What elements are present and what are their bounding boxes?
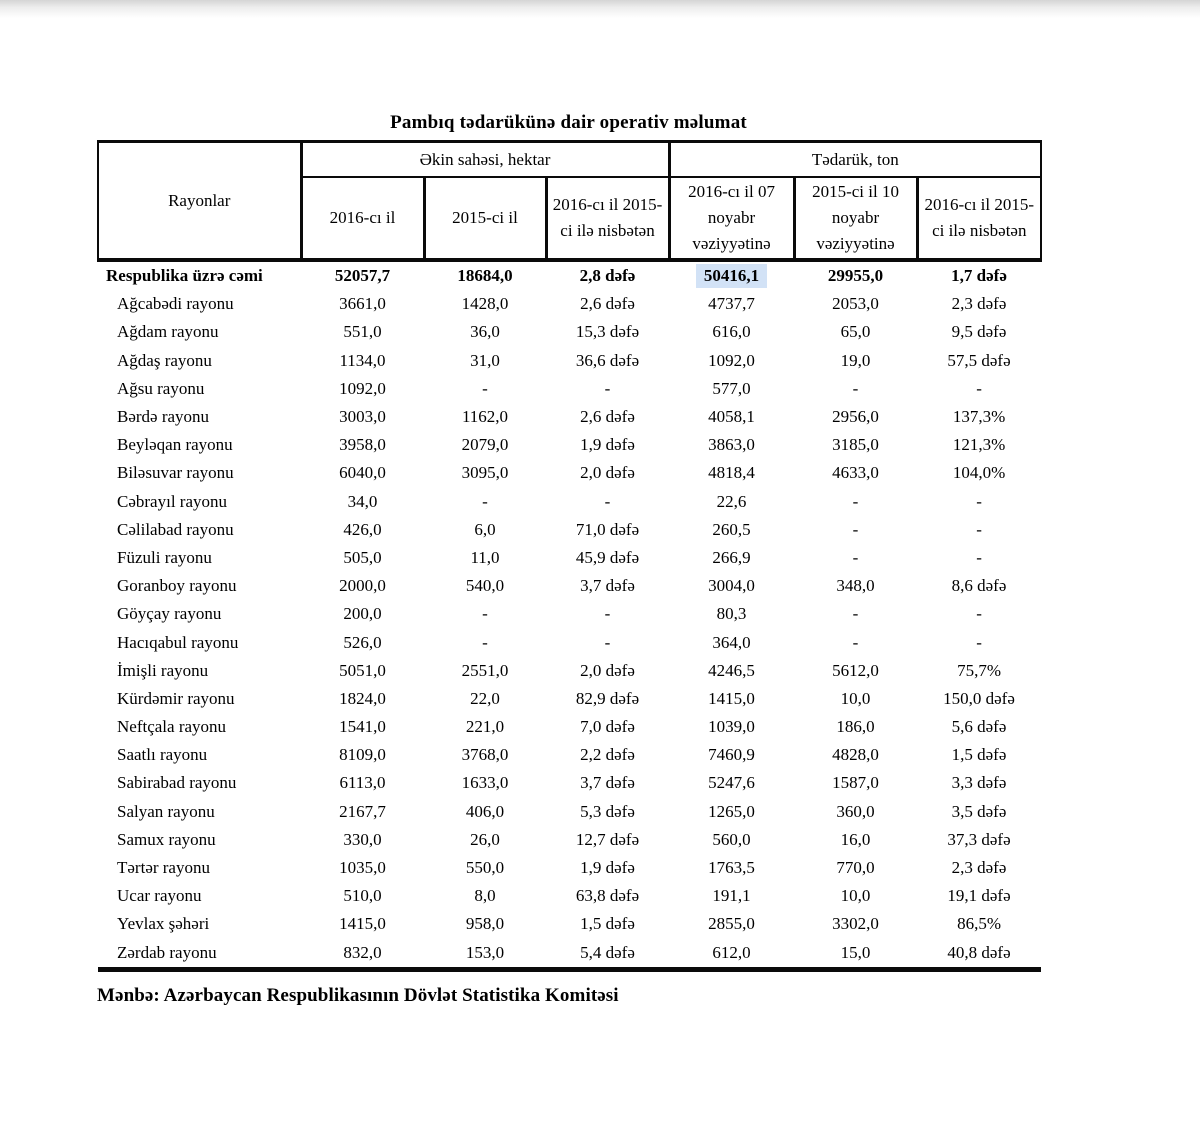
region-name: Goranboy rayonu xyxy=(117,576,237,596)
value-cell: 1,9 dəfə xyxy=(580,858,635,878)
value-cell: 5,6 dəfə xyxy=(951,717,1007,737)
column-header-procurement-ratio: 2016-cı il 2015-ci ilə nisbətən xyxy=(917,177,1041,260)
value-cell: 6040,0 xyxy=(339,463,386,483)
value-cell: 2,0 dəfə xyxy=(580,463,635,483)
value-cell: 958,0 xyxy=(465,914,505,934)
value-cell: 360,0 xyxy=(836,801,875,821)
value-cell: 5,4 dəfə xyxy=(580,942,635,962)
table-row xyxy=(98,431,1041,459)
value-cell: 1428,0 xyxy=(461,294,509,314)
value-cell: 4818,4 xyxy=(708,463,755,483)
value-cell: 65,0 xyxy=(840,322,871,342)
value-cell: 4633,0 xyxy=(832,463,879,483)
value-cell: 2,0 dəfə xyxy=(580,660,635,680)
value-cell: 3958,0 xyxy=(339,435,386,455)
value-cell: 2,3 dəfə xyxy=(951,294,1007,314)
value-cell: 12,7 dəfə xyxy=(575,829,640,849)
region-name: Ucar rayonu xyxy=(117,886,202,906)
value-cell: - xyxy=(976,604,982,624)
value-cell: 1763,5 xyxy=(708,858,755,878)
group-header-ekin-sahesi: Əkin sahəsi, hektar xyxy=(301,142,669,178)
table-row xyxy=(98,347,1041,375)
region-name: Samux rayonu xyxy=(117,829,216,849)
value-cell: - xyxy=(482,491,488,511)
region-name: Ağdam rayonu xyxy=(117,322,219,342)
value-cell: 186,0 xyxy=(836,717,875,737)
column-header-rayonlar: Rayonlar xyxy=(98,142,301,261)
value-cell: 3004,0 xyxy=(708,576,755,596)
value-cell: - xyxy=(852,632,859,652)
value-cell: 10,0 xyxy=(840,688,871,708)
value-cell: 1587,0 xyxy=(832,773,879,793)
table-row xyxy=(98,657,1041,685)
value-cell: 3,3 dəfə xyxy=(951,773,1007,793)
value-cell: 1092,0 xyxy=(339,378,386,398)
value-cell: 63,8 dəfə xyxy=(575,886,640,906)
value-cell: 5,3 dəfə xyxy=(580,801,635,821)
value-cell: 1,7 dəfə xyxy=(951,266,1007,286)
table-row xyxy=(98,403,1041,431)
region-name: Hacıqabul rayonu xyxy=(117,632,239,652)
value-cell: 1,5 dəfə xyxy=(951,745,1007,765)
value-cell: - xyxy=(976,378,982,398)
table-row xyxy=(98,516,1041,544)
value-cell: 832,0 xyxy=(343,942,382,962)
value-cell: 16,0 xyxy=(840,829,871,849)
table-row xyxy=(98,685,1041,713)
value-cell: 8,6 dəfə xyxy=(951,576,1007,596)
region-name: Saatlı rayonu xyxy=(117,745,208,765)
value-cell: 1134,0 xyxy=(339,350,386,370)
table-row xyxy=(98,713,1041,741)
value-cell: 526,0 xyxy=(343,632,382,652)
value-cell: - xyxy=(482,378,488,398)
table-row xyxy=(98,572,1041,600)
value-cell: 1039,0 xyxy=(708,717,755,737)
value-cell: 3003,0 xyxy=(339,407,386,427)
value-cell xyxy=(669,260,794,290)
value-cell: - xyxy=(852,378,859,398)
value-cell: 3768,0 xyxy=(461,745,509,765)
table-header xyxy=(98,142,1041,261)
value-cell: 3302,0 xyxy=(832,914,879,934)
group-header-tedaruk: Tədarük, ton xyxy=(669,142,1041,178)
value-cell: 57,5 dəfə xyxy=(947,350,1011,370)
value-cell: 3863,0 xyxy=(708,435,755,455)
value-cell: 153,0 xyxy=(465,942,505,962)
value-cell: 19,1 dəfə xyxy=(947,886,1011,906)
table-row xyxy=(98,488,1041,516)
value-cell: 3,5 dəfə xyxy=(951,801,1007,821)
value-cell: 5247,6 xyxy=(708,773,755,793)
value-cell: 1824,0 xyxy=(339,688,386,708)
value-cell: 121,3% xyxy=(952,435,1006,455)
value-cell: 104,0% xyxy=(952,463,1006,483)
value-cell: - xyxy=(976,632,982,652)
table-row xyxy=(98,854,1041,882)
region-name: Ağdaş rayonu xyxy=(117,350,212,370)
value-cell: 22,0 xyxy=(470,688,500,708)
value-cell: 52057,7 xyxy=(334,266,391,286)
value-cell: 5612,0 xyxy=(832,660,879,680)
value-cell: - xyxy=(852,604,859,624)
region-name: Kürdəmir rayonu xyxy=(117,688,235,708)
region-name: Göyçay rayonu xyxy=(117,604,222,624)
value-cell: 82,9 dəfə xyxy=(575,688,640,708)
value-cell: 86,5% xyxy=(957,914,1001,934)
table-row xyxy=(98,544,1041,572)
value-cell: 577,0 xyxy=(712,378,751,398)
region-name: Sabirabad rayonu xyxy=(117,773,237,793)
value-cell: 616,0 xyxy=(712,322,751,342)
value-cell: 2956,0 xyxy=(832,407,879,427)
value-cell: - xyxy=(604,378,611,398)
value-cell: 1633,0 xyxy=(461,773,509,793)
table-row xyxy=(98,798,1041,826)
value-cell: 71,0 dəfə xyxy=(575,519,640,539)
value-cell: 2,8 dəfə xyxy=(579,266,636,286)
region-name: Cəlilabad rayonu xyxy=(117,519,234,539)
value-cell: 3,7 dəfə xyxy=(580,576,635,596)
region-name: Bərdə rayonu xyxy=(117,407,210,427)
value-cell: 1162,0 xyxy=(461,407,509,427)
value-cell: 37,3 dəfə xyxy=(947,829,1011,849)
value-cell: 6,0 xyxy=(474,519,496,539)
table-row xyxy=(98,939,1041,970)
value-cell: - xyxy=(976,547,982,567)
column-header-2015-area: 2015-ci il xyxy=(424,177,546,260)
value-cell: 137,3% xyxy=(952,407,1006,427)
value-cell: 330,0 xyxy=(343,829,382,849)
value-cell: 29955,0 xyxy=(827,266,884,286)
value-cell: 1,9 dəfə xyxy=(580,435,635,455)
value-cell: 1415,0 xyxy=(339,914,386,934)
source-note: Mənbə: Azərbaycan Respublikasının Dövlət Statistika Komitəsi xyxy=(97,984,619,1006)
table-row xyxy=(98,375,1041,403)
value-cell: 4058,1 xyxy=(708,407,755,427)
value-cell: - xyxy=(482,604,488,624)
value-cell: 1035,0 xyxy=(339,858,386,878)
value-cell: 2,3 dəfə xyxy=(951,858,1007,878)
value-cell: - xyxy=(976,491,982,511)
value-cell: 2855,0 xyxy=(708,914,755,934)
value-cell: 10,0 xyxy=(840,886,871,906)
value-cell: 9,5 dəfə xyxy=(951,322,1007,342)
table-row xyxy=(98,741,1041,769)
value-cell: 1265,0 xyxy=(708,801,755,821)
value-cell: 75,7% xyxy=(957,660,1001,680)
value-cell: 3095,0 xyxy=(461,463,509,483)
table-row xyxy=(98,290,1041,318)
page-title: Pambıq tədarükünə dair operativ məlumat xyxy=(390,112,747,133)
value-cell: 18684,0 xyxy=(457,266,513,286)
value-cell: - xyxy=(604,632,611,652)
region-name: İmişli rayonu xyxy=(117,660,209,680)
value-cell: 45,9 dəfə xyxy=(575,547,640,567)
value-cell: 150,0 dəfə xyxy=(943,688,1015,708)
table-row xyxy=(98,318,1041,346)
table-row xyxy=(98,628,1041,656)
value-cell: 2,6 dəfə xyxy=(580,294,635,314)
value-cell: 8109,0 xyxy=(339,745,386,765)
value-cell: 2551,0 xyxy=(461,660,509,680)
table-row xyxy=(98,910,1041,938)
table-row xyxy=(98,600,1041,628)
region-name: Füzuli rayonu xyxy=(117,547,212,567)
value-cell: 36,0 xyxy=(470,322,500,342)
value-cell: 6113,0 xyxy=(339,773,386,793)
value-cell: 15,0 xyxy=(840,942,871,962)
value-cell: - xyxy=(976,519,982,539)
column-header-2016-area: 2016-cı il xyxy=(301,177,424,260)
region-name: Ağsu rayonu xyxy=(117,378,205,398)
value-cell: - xyxy=(604,604,611,624)
value-cell: 266,9 xyxy=(712,547,751,567)
value-cell: 406,0 xyxy=(465,801,505,821)
value-cell: 2079,0 xyxy=(461,435,509,455)
region-name: Cəbrayıl rayonu xyxy=(117,491,227,511)
value-cell: 3661,0 xyxy=(339,294,386,314)
value-cell: 540,0 xyxy=(465,576,505,596)
value-cell: 11,0 xyxy=(470,547,500,567)
column-header-2015-procurement: 2015-ci il 10 noyabr vəziyyətinə xyxy=(794,177,917,260)
value-cell: 348,0 xyxy=(836,576,875,596)
value-cell: 22,6 xyxy=(716,491,747,511)
value-cell: - xyxy=(852,519,859,539)
value-cell: 19,0 xyxy=(840,350,871,370)
value-cell: 551,0 xyxy=(343,322,382,342)
region-name: Ağcabədi rayonu xyxy=(117,294,234,314)
table-row xyxy=(98,260,1041,290)
value-cell: 3,7 dəfə xyxy=(580,773,635,793)
value-cell: 7,0 dəfə xyxy=(580,717,635,737)
region-name: Beyləqan rayonu xyxy=(117,435,233,455)
value-cell: - xyxy=(604,491,611,511)
region-name: Respublika üzrə cəmi xyxy=(106,266,263,286)
value-cell: 2,6 dəfə xyxy=(580,407,635,427)
value-cell: 1415,0 xyxy=(708,688,755,708)
region-name: Biləsuvar rayonu xyxy=(117,463,234,483)
value-cell: 40,8 dəfə xyxy=(947,942,1011,962)
value-cell: 36,6 dəfə xyxy=(575,350,640,370)
value-cell: 191,1 xyxy=(712,886,751,906)
column-header-area-ratio: 2016-cı il 2015-ci ilə nisbətən xyxy=(546,177,669,260)
region-name: Salyan rayonu xyxy=(117,801,215,821)
value-cell: - xyxy=(852,491,859,511)
value-cell: 31,0 xyxy=(470,350,500,370)
value-cell: 5051,0 xyxy=(339,660,386,680)
table-body xyxy=(98,260,1041,969)
value-cell: 4828,0 xyxy=(832,745,879,765)
column-header-2016-procurement: 2016-cı il 07 noyabr vəziyyətinə xyxy=(669,177,794,260)
value-cell: 221,0 xyxy=(465,717,505,737)
region-name: Yevlax şəhəri xyxy=(117,914,210,934)
region-name: Neftçala rayonu xyxy=(117,717,227,737)
value-cell: 1092,0 xyxy=(708,350,755,370)
data-table xyxy=(97,140,1042,972)
value-cell: 560,0 xyxy=(712,829,751,849)
value-cell: - xyxy=(852,547,859,567)
value-cell: 2000,0 xyxy=(339,576,386,596)
value-cell: 426,0 xyxy=(343,519,382,539)
value-cell: 4246,5 xyxy=(708,660,755,680)
value-cell: 3185,0 xyxy=(832,435,879,455)
value-cell: 2053,0 xyxy=(832,294,879,314)
value-cell: 505,0 xyxy=(343,547,382,567)
value-cell: 1,5 dəfə xyxy=(580,914,635,934)
region-name: Tərtər rayonu xyxy=(117,858,210,878)
value-cell: 2167,7 xyxy=(339,801,386,821)
value-cell: 260,5 xyxy=(712,519,751,539)
value-cell: 612,0 xyxy=(712,942,751,962)
value-cell: 15,3 dəfə xyxy=(575,322,640,342)
value-cell: 7460,9 xyxy=(708,745,755,765)
value-cell: 4737,7 xyxy=(708,294,755,314)
value-cell: 770,0 xyxy=(836,858,875,878)
value-cell: 510,0 xyxy=(343,886,382,906)
table-row xyxy=(98,882,1041,910)
document xyxy=(97,0,1040,1007)
value-cell: 80,3 xyxy=(716,604,747,624)
value-cell: 364,0 xyxy=(712,632,751,652)
table-row xyxy=(98,826,1041,854)
value-cell: - xyxy=(482,632,488,652)
table-row xyxy=(98,459,1041,487)
value-cell: 26,0 xyxy=(470,829,500,849)
value-cell: 8,0 xyxy=(474,886,496,906)
region-name: Zərdab rayonu xyxy=(117,942,217,962)
value-cell: 2,2 dəfə xyxy=(580,745,635,765)
value-cell: 1541,0 xyxy=(339,717,386,737)
value-cell: 200,0 xyxy=(343,604,382,624)
value-cell: 34,0 xyxy=(347,491,378,511)
value-cell: 550,0 xyxy=(465,858,505,878)
table-row xyxy=(98,769,1041,797)
highlighted-value: 50416,1 xyxy=(696,264,767,288)
